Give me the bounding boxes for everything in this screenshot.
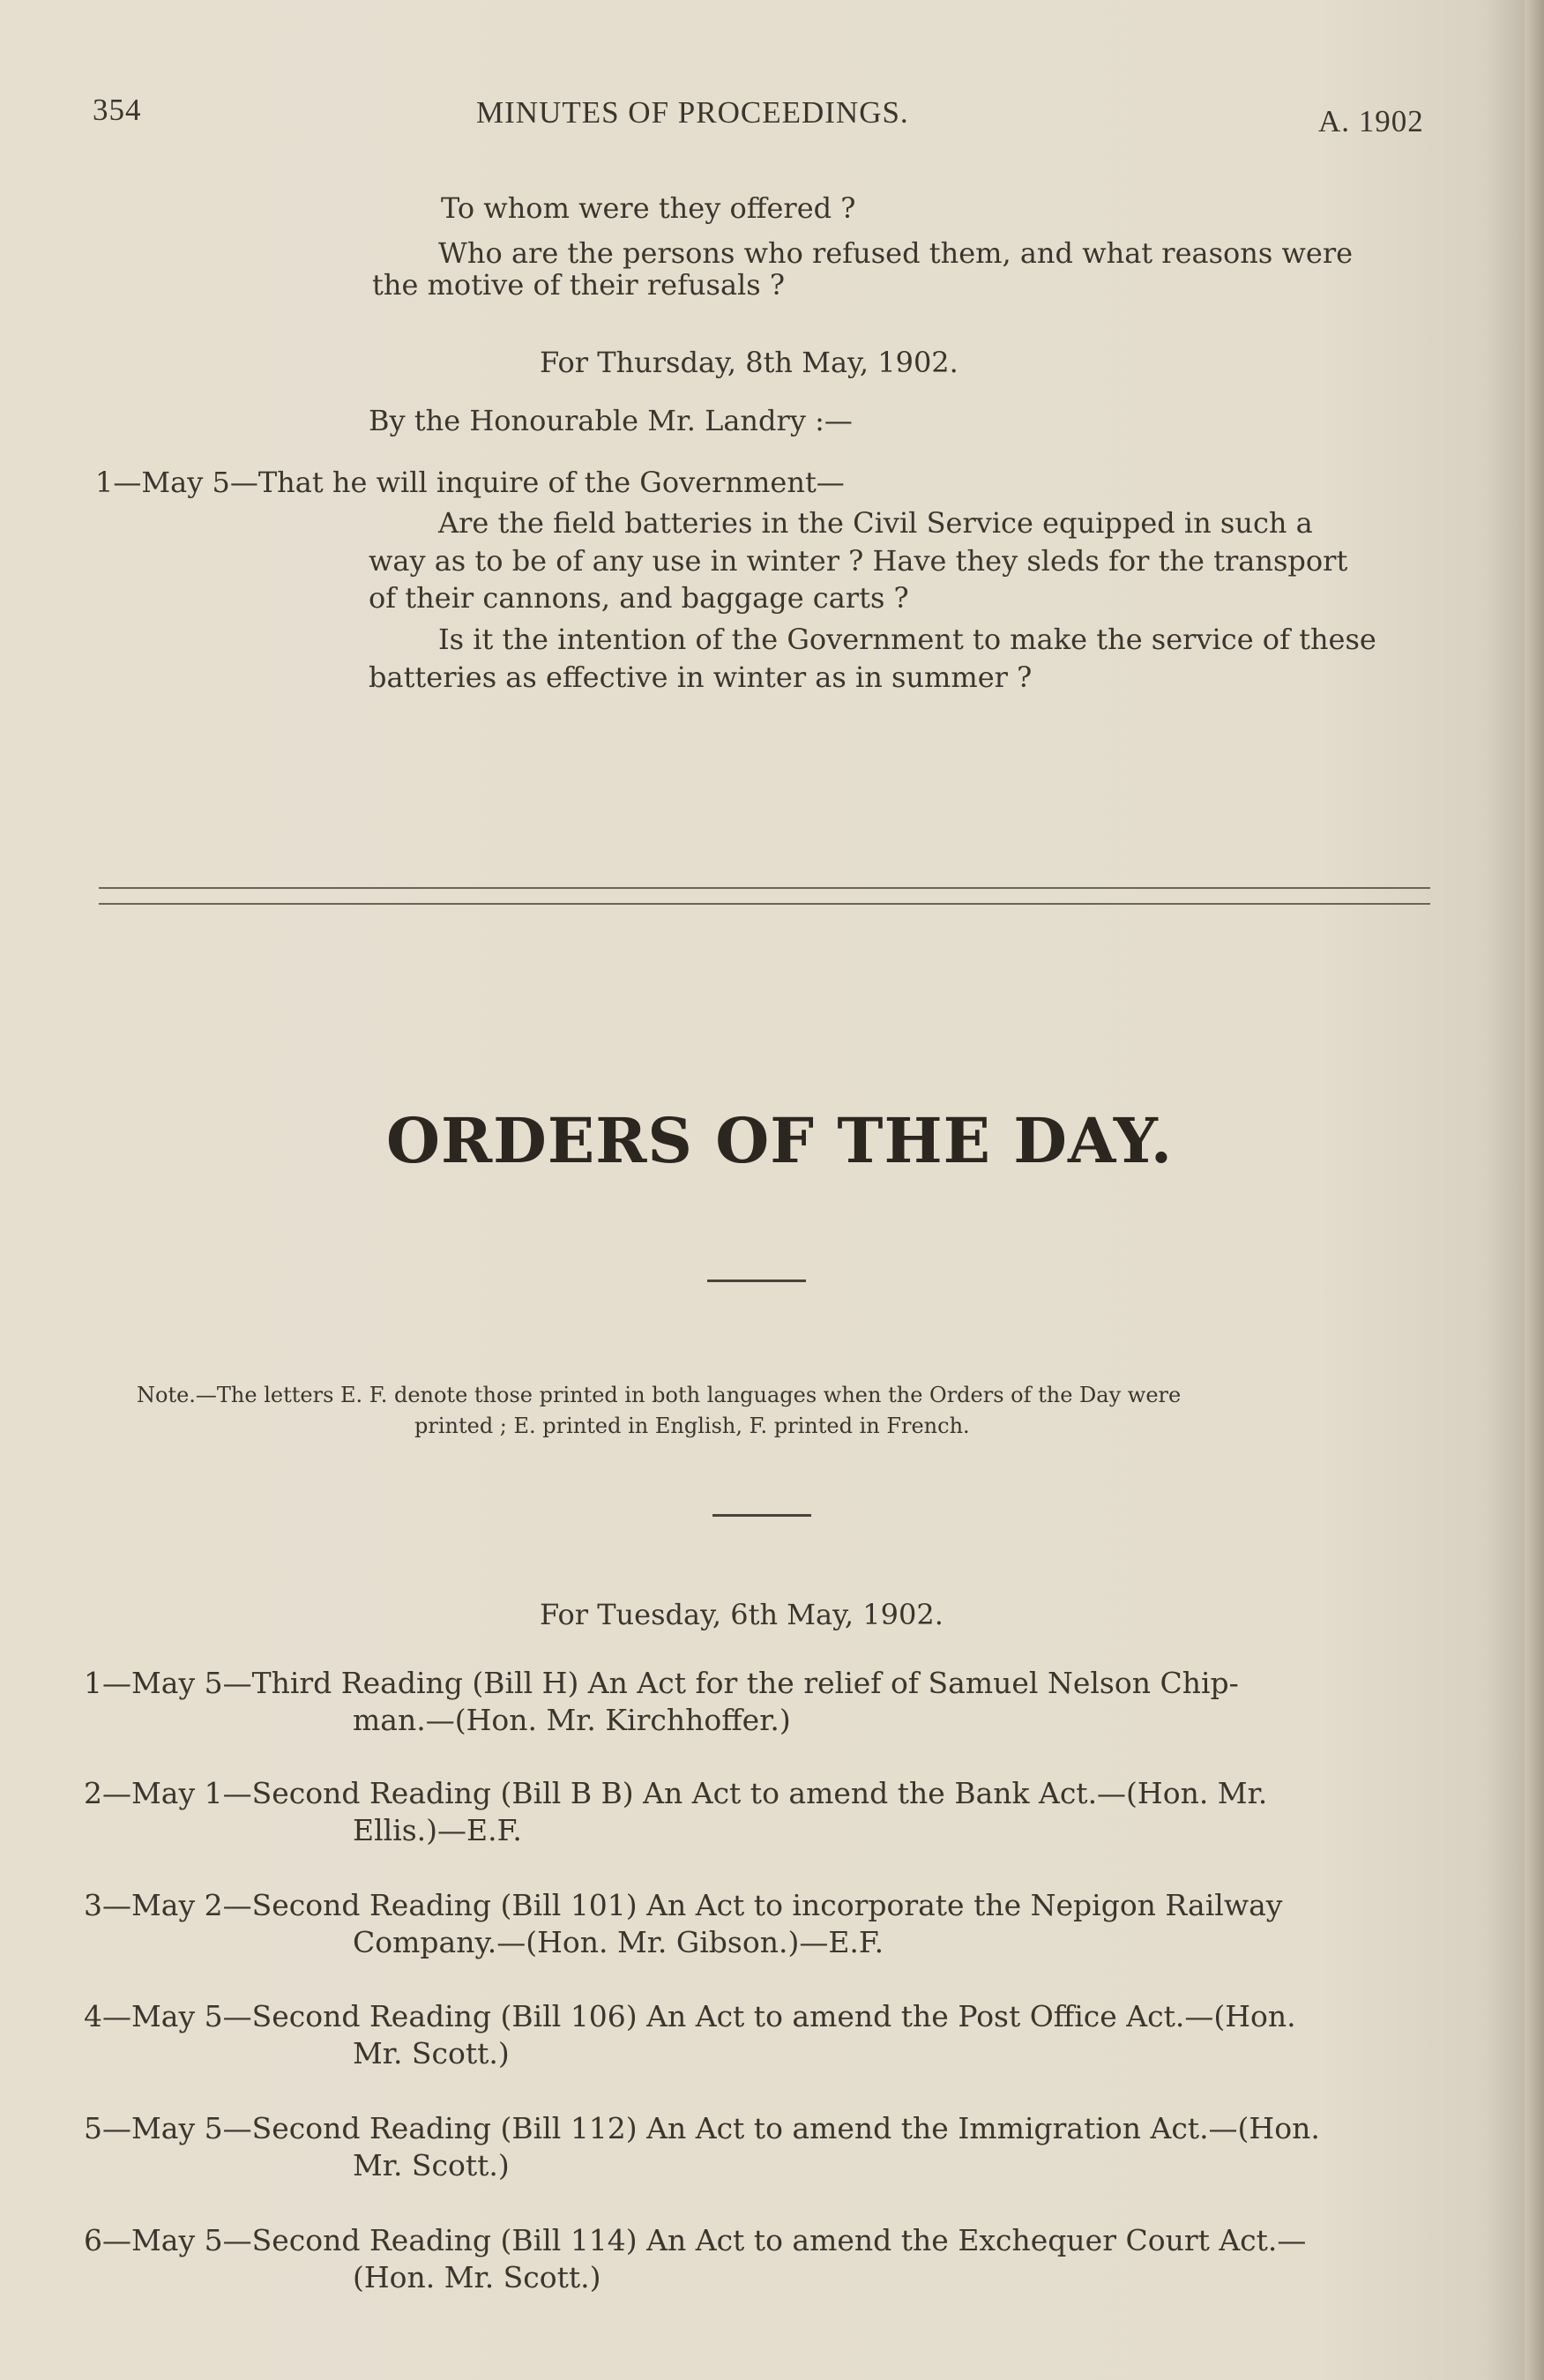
order-item-continuation: Ellis.)—E.F.	[353, 1813, 522, 1847]
order-item-line: 1—May 5—Third Reading (Bill H) An Act for the relief of Samuel Nelson Chip-	[84, 1666, 1239, 1700]
order-item	[84, 1998, 1424, 2072]
question-line: the motive of their refusals ?	[372, 268, 786, 302]
motion-text: of their cannons, and baggage carts ?	[369, 581, 909, 615]
order-item	[84, 1775, 1424, 1849]
note-line: Note.—The letters E. F. denote those printed in both languages when the Orders of the Day were	[137, 1383, 1182, 1407]
note-line: printed ; E. printed in English, F. printed in French.	[414, 1414, 970, 1438]
orders-heading: ORDERS OF THE DAY.	[386, 1104, 1174, 1177]
motion-text: Is it the intention of the Government to make the service of these	[438, 623, 1376, 656]
order-item-continuation: man.—(Hon. Mr. Kirchhoffer.)	[353, 1703, 791, 1737]
motion-prefix: 1—May 5—That he will inquire of the Government—	[95, 466, 845, 499]
order-item-line: 4—May 5—Second Reading (Bill 106) An Act to amend the Post Office Act.—(Hon.	[84, 1999, 1296, 2033]
motion-text: batteries as effective in winter as in summer ?	[369, 660, 1033, 694]
running-title: MINUTES OF PROCEEDINGS.	[476, 95, 909, 130]
order-item-line: 2—May 1—Second Reading (Bill B B) An Act to amend the Bank Act.—(Hon. Mr.	[84, 1776, 1268, 1810]
order-item	[84, 2222, 1424, 2296]
date-heading-thursday: For Thursday, 8th May, 1902.	[540, 346, 958, 379]
separator-rule-top	[99, 887, 1430, 889]
question-line: Who are the persons who refused them, and what reasons were	[438, 236, 1354, 270]
page-spine-shadow	[1525, 0, 1544, 2380]
order-item-line: 3—May 2—Second Reading (Bill 101) An Act to incorporate the Nepigon Railway	[84, 1888, 1283, 1922]
separator-rule-bottom	[99, 903, 1430, 905]
order-item-line: 6—May 5—Second Reading (Bill 114) An Act to amend the Exchequer Court Act.—	[84, 2223, 1307, 2257]
order-item	[84, 1665, 1424, 1739]
order-item	[84, 2110, 1424, 2184]
date-heading-tuesday: For Tuesday, 6th May, 1902.	[540, 1598, 944, 1631]
order-item-continuation: Company.—(Hon. Mr. Gibson.)—E.F.	[353, 1925, 884, 1959]
order-item-continuation: Mr. Scott.)	[353, 2036, 510, 2070]
order-item-line: 5—May 5—Second Reading (Bill 112) An Act to amend the Immigration Act.—(Hon.	[84, 2111, 1320, 2145]
short-rule	[712, 1514, 811, 1517]
question-line: To whom were they offered ?	[441, 191, 856, 225]
motion-text: Are the field batteries in the Civil Service equipped in such a	[438, 506, 1313, 540]
short-rule	[707, 1280, 806, 1282]
by-honourable-line: By the Honourable Mr. Landry :—	[369, 404, 853, 437]
motion-text: way as to be of any use in winter ? Have they sleds for the transport	[369, 544, 1348, 578]
page-number: 354	[93, 93, 142, 127]
order-item-continuation: (Hon. Mr. Scott.)	[353, 2260, 601, 2294]
order-item	[84, 1887, 1424, 1961]
order-item-continuation: Mr. Scott.)	[353, 2148, 510, 2182]
running-year: A. 1902	[1318, 104, 1424, 138]
